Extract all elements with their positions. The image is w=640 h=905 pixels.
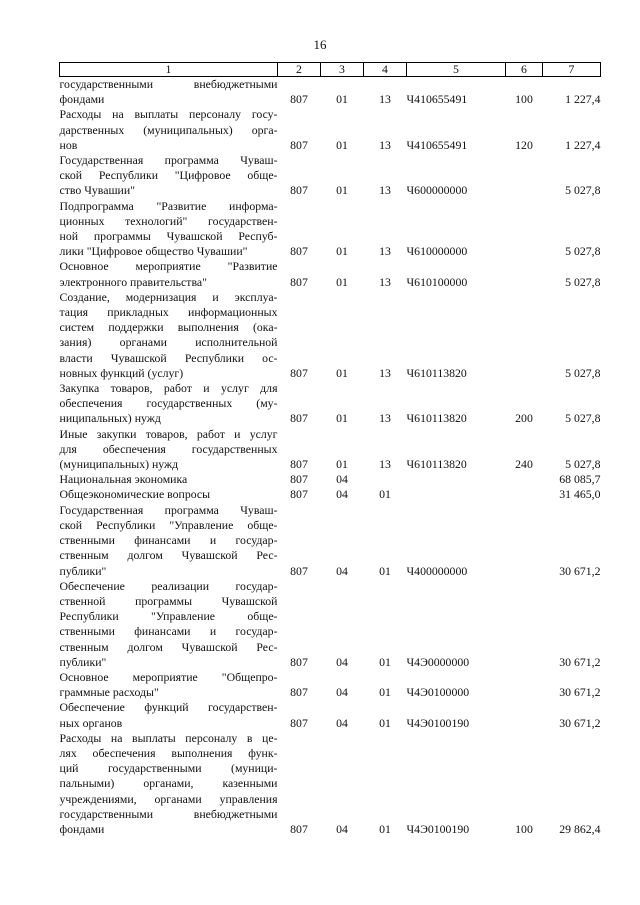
table-row — [60, 107, 601, 153]
table-row — [60, 670, 601, 700]
cell-c7: 30 671,2 — [559, 715, 601, 730]
expense-name — [60, 579, 278, 670]
cell-c6: 240 — [515, 457, 533, 472]
expense-name-line: Подпрограмма "Развитие информа- — [59, 198, 278, 213]
expense-name — [60, 472, 278, 487]
expense-name-line: ственным долгом Чувашской Рес- — [59, 639, 278, 654]
cell-c5: Ч610113820 — [406, 411, 467, 426]
expense-name — [60, 427, 278, 473]
cell-c3: 01 — [336, 244, 348, 259]
table-row — [60, 731, 601, 837]
cell-c2: 807 — [290, 715, 308, 730]
cell-c4: 13 — [379, 244, 391, 259]
cell-c6 — [506, 153, 543, 199]
expense-name-line: ственным долгом Чувашской Рес- — [59, 548, 278, 563]
cell-c6: 100 — [515, 821, 533, 836]
cell-c4: 01 — [379, 821, 391, 836]
cell-c4: 13 — [379, 183, 391, 198]
cell-c5: Ч610113820 — [406, 457, 467, 472]
cell-c7: 30 671,2 — [559, 685, 601, 700]
expense-name-line: тация прикладных информационных — [59, 305, 278, 320]
cell-c2: 807 — [290, 365, 308, 380]
table-row — [60, 427, 601, 473]
cell-c3: 04 — [336, 715, 348, 730]
cell-c3: 01 — [336, 411, 348, 426]
expense-name-line: лики "Цифровое общество Чувашии" — [59, 244, 248, 259]
expense-name-line: Обеспечение реализации государ- — [59, 578, 278, 593]
expense-name-line: государственными внебюджетными — [59, 77, 278, 91]
cell-c4: 01 — [379, 487, 391, 502]
expense-name-line: Государственная программа Чуваш- — [59, 153, 278, 168]
table-row — [60, 700, 601, 730]
expense-name-line: электронного правительства" — [59, 274, 207, 289]
cell-c2: 807 — [290, 654, 308, 669]
cell-c6: 200 — [515, 411, 533, 426]
cell-c3: 04 — [336, 563, 348, 578]
expense-name-line: ственными финансами и государ- — [59, 624, 278, 639]
cell-c7: 5 027,8 — [565, 411, 601, 426]
column-header: 4 — [364, 63, 407, 77]
expense-name — [60, 290, 278, 381]
cell-c3: 04 — [336, 685, 348, 700]
cell-c4: 13 — [379, 365, 391, 380]
cell-c2: 807 — [290, 685, 308, 700]
expense-name — [60, 259, 278, 289]
cell-c3: 01 — [336, 92, 348, 107]
expense-name — [60, 700, 278, 730]
expense-name-line: Расходы на выплаты персоналу в це- — [59, 730, 278, 745]
expense-name-line: ство Чувашии" — [59, 183, 135, 198]
expense-name-line: ской Республики "Управление обще- — [59, 517, 278, 532]
cell-c5: Ч610000000 — [406, 244, 468, 259]
cell-c6 — [506, 259, 543, 289]
table-row — [60, 472, 601, 487]
cell-c3: 01 — [336, 137, 348, 152]
cell-c2: 807 — [290, 244, 308, 259]
cell-c2: 807 — [290, 137, 308, 152]
cell-c3: 01 — [336, 274, 348, 289]
expense-name — [60, 487, 278, 502]
expense-name-line: Общеэкономические вопросы — [59, 487, 211, 502]
cell-c7: 5 027,8 — [565, 457, 601, 472]
expense-name — [60, 199, 278, 260]
expense-name-line: ций государственными (муници- — [59, 761, 278, 776]
expense-name-line: ной программы Чувашской Респуб- — [59, 229, 278, 244]
cell-c4: 13 — [379, 411, 391, 426]
table-row — [60, 487, 601, 502]
cell-c7: 68 085,7 — [559, 472, 601, 487]
cell-c6 — [506, 503, 543, 579]
expense-name-line: (муниципальных) нужд — [59, 457, 179, 472]
expense-name-line: новных функций (услуг) — [59, 365, 184, 380]
column-header: 6 — [506, 63, 543, 77]
cell-c7: 29 862,4 — [559, 821, 601, 836]
expense-name-line: обеспечения государственных (му- — [59, 396, 278, 411]
cell-c5: Ч410655491 — [406, 92, 468, 107]
expense-name-line: Основное мероприятие "Развитие — [59, 259, 278, 274]
cell-c3: 04 — [336, 654, 348, 669]
cell-c2: 807 — [290, 457, 308, 472]
expense-name-line: зания) органами исполнительной — [59, 335, 278, 350]
expense-name — [60, 77, 278, 108]
expense-name-line: дарственных (муниципальных) орга- — [59, 122, 278, 137]
cell-c7: 1 227,4 — [565, 137, 601, 152]
expense-name — [60, 503, 278, 579]
cell-c2: 807 — [290, 183, 308, 198]
expense-name-line: ственными финансами и государ- — [59, 533, 278, 548]
expense-name-line: фондами — [59, 92, 105, 107]
expense-name-line: граммные расходы" — [59, 685, 159, 700]
cell-c7: 1 227,4 — [565, 92, 601, 107]
cell-c7: 30 671,2 — [559, 563, 601, 578]
cell-c5: Ч4Э0100000 — [406, 685, 470, 700]
cell-c7: 5 027,8 — [565, 244, 601, 259]
cell-c2: 807 — [290, 487, 308, 502]
cell-c6 — [506, 700, 543, 730]
expense-name-line: ственной программы Чувашской — [59, 593, 278, 608]
cell-c4 — [364, 472, 407, 487]
expense-name-line: Государственная программа Чуваш- — [59, 502, 278, 517]
column-header: 1 — [60, 63, 278, 77]
expense-name-line: государственными внебюджетными — [59, 806, 278, 821]
expense-name-line: фондами — [59, 821, 105, 836]
expense-name — [60, 381, 278, 427]
table-row — [60, 77, 601, 108]
cell-c6 — [506, 472, 543, 487]
cell-c5: Ч400000000 — [406, 563, 468, 578]
expense-name-line: ской Республики "Цифровое обще- — [59, 168, 278, 183]
cell-c7: 31 465,0 — [559, 487, 601, 502]
table-row — [60, 381, 601, 427]
expense-name-line: Республики "Управление обще- — [59, 609, 278, 624]
expense-name-line: публики" — [59, 563, 107, 578]
expense-name-line: ционных технологий" государствен- — [59, 213, 278, 228]
cell-c5 — [407, 487, 506, 502]
cell-c2: 807 — [290, 411, 308, 426]
column-number-header — [60, 63, 601, 77]
column-header: 5 — [407, 63, 506, 77]
cell-c2: 807 — [290, 92, 308, 107]
expense-name-line: нов — [59, 137, 78, 152]
cell-c3: 01 — [336, 183, 348, 198]
cell-c3: 04 — [336, 472, 348, 487]
cell-c2: 807 — [290, 274, 308, 289]
expense-name-line: ниципальных) нужд — [59, 411, 161, 426]
cell-c3: 01 — [336, 365, 348, 380]
cell-c6 — [506, 670, 543, 700]
expense-name-line: Закупка товаров, работ и услуг для — [59, 381, 278, 396]
expense-name — [60, 731, 278, 837]
cell-c7: 5 027,8 — [565, 183, 601, 198]
expense-name — [60, 670, 278, 700]
expense-name-line: Основное мероприятие "Общепро- — [59, 669, 278, 684]
column-header: 3 — [321, 63, 364, 77]
column-header: 7 — [543, 63, 601, 77]
cell-c4: 01 — [379, 654, 391, 669]
column-header: 2 — [278, 63, 321, 77]
cell-c3: 04 — [336, 487, 348, 502]
cell-c5: Ч4Э0000000 — [406, 654, 470, 669]
table-row — [60, 153, 601, 199]
cell-c5: Ч610100000 — [406, 274, 468, 289]
table-row — [60, 199, 601, 260]
cell-c6 — [506, 290, 543, 381]
table-body — [60, 77, 601, 838]
cell-c4: 13 — [379, 92, 391, 107]
cell-c7: 5 027,8 — [565, 365, 601, 380]
cell-c4: 01 — [379, 715, 391, 730]
expense-name-line: Национальная экономика — [59, 472, 188, 487]
cell-c6: 100 — [515, 92, 533, 107]
cell-c4: 01 — [379, 563, 391, 578]
expense-name-line: систем поддержки выполнения (ока- — [59, 320, 278, 335]
expense-name — [60, 107, 278, 153]
expense-name-line: власти Чувашской Республики ос- — [59, 350, 278, 365]
table-row — [60, 259, 601, 289]
expense-name-line: ных органов — [59, 715, 123, 730]
page-number: 16 — [313, 37, 327, 52]
expense-name-line: пальными) органами, казенными — [59, 776, 278, 791]
cell-c4: 13 — [379, 274, 391, 289]
cell-c5: Ч610113820 — [406, 365, 467, 380]
expense-name-line: учреждениями, органами управления — [59, 791, 278, 806]
cell-c5: Ч4Э0100190 — [406, 715, 470, 730]
cell-c6: 120 — [515, 137, 533, 152]
expense-name-line: Обеспечение функций государствен- — [59, 700, 278, 715]
table-row — [60, 290, 601, 381]
expense-name-line: лях обеспечения выполнения функ- — [59, 745, 278, 760]
table-row — [60, 579, 601, 670]
cell-c5: Ч600000000 — [406, 183, 468, 198]
cell-c2: 807 — [290, 821, 308, 836]
cell-c4: 01 — [379, 685, 391, 700]
expense-name-line: для обеспечения государственных — [59, 441, 278, 456]
expense-name-line: публики" — [59, 654, 107, 669]
expense-name-line: Расходы на выплаты персоналу госу- — [59, 107, 278, 122]
expense-name — [60, 153, 278, 199]
cell-c4: 13 — [379, 137, 391, 152]
cell-c4: 13 — [379, 457, 391, 472]
table-row — [60, 503, 601, 579]
cell-c2: 807 — [290, 563, 308, 578]
cell-c6 — [506, 487, 543, 502]
cell-c6 — [506, 579, 543, 670]
cell-c6 — [506, 199, 543, 260]
cell-c3: 04 — [336, 821, 348, 836]
cell-c5: Ч410655491 — [406, 137, 468, 152]
cell-c5: Ч4Э0100190 — [406, 821, 470, 836]
expense-name-line: Иные закупки товаров, работ и услуг — [59, 426, 278, 441]
cell-c3: 01 — [336, 457, 348, 472]
cell-c2: 807 — [290, 472, 308, 487]
cell-c7: 30 671,2 — [559, 654, 601, 669]
budget-table — [59, 62, 601, 837]
cell-c5 — [407, 472, 506, 487]
cell-c7: 5 027,8 — [565, 274, 601, 289]
expense-name-line: Создание, модернизация и эксплуа- — [59, 289, 278, 304]
